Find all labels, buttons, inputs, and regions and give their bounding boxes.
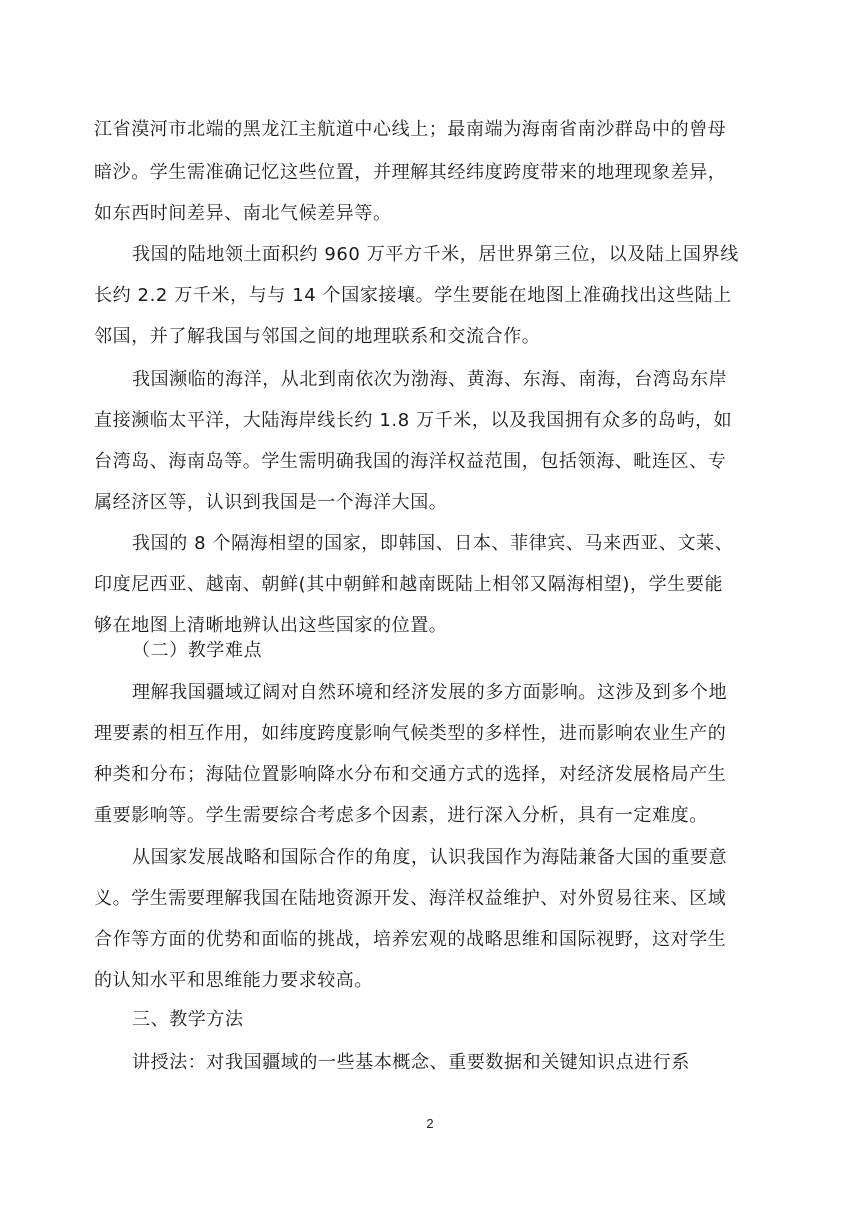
text-line: 邻国，并了解我国与邻国之间的地理联系和交流合作。 [94,326,541,347]
text-line: 从国家发展战略和国际合作的角度，认识我国作为海陆兼备大国的重要意 [132,847,728,868]
text-line: 我国的陆地领土面积约 960 万平方千米，居世界第三位，以及陆上国界线 [132,244,739,265]
text-line: 的认知水平和思维能力要求较高。 [94,970,373,991]
text-line: 江省漠河市北端的黑龙江主航道中心线上；最南端为海南省南沙群岛中的曾母 [94,119,727,140]
text-line: 台湾岛、海南岛等。学生需明确我国的海洋权益范围，包括领海、毗连区、专 [94,451,727,472]
text-line: 如东西时间差异、南北气候差异等。 [94,203,392,224]
section-heading-difficulty: （二）教学难点 [132,640,263,661]
text-line: 讲授法：对我国疆域的一些基本概念、重要数据和关键知识点进行系 [132,1052,690,1073]
text-line: 直接濒临太平洋，大陆海岸线长约 1.8 万千米，以及我国拥有众多的岛屿，如 [94,410,733,431]
text-line: 种类和分布；海陆位置影响降水分布和交通方式的选择，对经济发展格局产生 [94,764,727,785]
text-line: 够在地图上清晰地辨认出这些国家的位置。 [94,615,448,636]
text-line: 我国的 8 个隔海相望的国家，即韩国、日本、菲律宾、马来西亚、文莱、 [132,533,734,554]
page-number: 2 [426,1116,434,1131]
text-line: 理要素的相互作用，如纬度跨度影响气候类型的多样性，进而影响农业生产的 [94,723,727,744]
text-line: 我国濒临的海洋，从北到南依次为渤海、黄海、东海、南海，台湾岛东岸 [132,369,728,390]
text-line: 暗沙。学生需准确记忆这些位置，并理解其经纬度跨度带来的地理现象差异， [94,162,727,183]
text-line: 重要影响等。学生需要综合考虑多个因素，进行深入分析，具有一定难度。 [94,805,708,826]
text-line: 属经济区等，认识到我国是一个海洋大国。 [94,492,448,513]
text-line: 合作等方面的优势和面临的挑战，培养宏观的战略思维和国际视野，这对学生 [94,929,727,950]
text-line: 理解我国疆域辽阔对自然环境和经济发展的多方面影响。这涉及到多个地 [132,682,728,703]
text-line: 印度尼西亚、越南、朝鲜(其中朝鲜和越南既陆上相邻又隔海相望)，学生要能 [94,574,724,595]
section-heading-methods: 三、教学方法 [132,1009,244,1030]
text-line: 长约 2.2 万千米，与与 14 个国家接壤。学生要能在地图上准确找出这些陆上 [94,285,732,306]
text-line: 义。学生需要理解我国在陆地资源开发、海洋权益维护、对外贸易往来、区域 [94,888,727,909]
